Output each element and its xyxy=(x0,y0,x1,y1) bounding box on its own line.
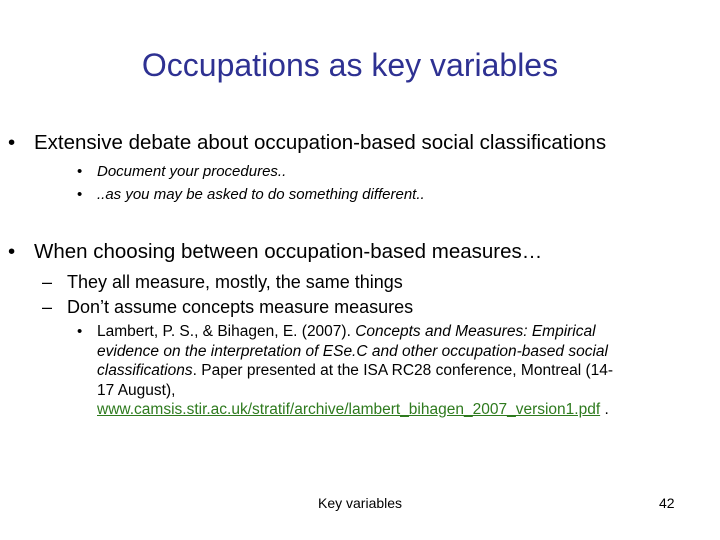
dash-item-concepts xyxy=(42,297,413,318)
sub-bullet-different xyxy=(77,186,425,203)
bullet-debate xyxy=(8,131,606,155)
ref-details-1: . Paper presented at the ISA RC28 conference, Montreal (14- xyxy=(192,362,614,379)
bullet-dot: • xyxy=(77,163,83,180)
bullet-choosing-text: When choosing between occupation-based measures… xyxy=(34,240,543,263)
sub-bullet-different-text: ..as you may be asked to do something different.. xyxy=(97,186,425,203)
sub-bullet-document-text: Document your procedures.. xyxy=(97,163,287,180)
ref-authors: Lambert, P. S., & Bihagen, E. (2007). xyxy=(97,323,356,340)
dash-mark: – xyxy=(42,272,53,292)
dash-item-same-things-text: They all measure, mostly, the same things xyxy=(67,272,403,292)
dash-item-concepts-text: Don’t assume concepts measure measures xyxy=(67,297,414,317)
sub-bullet-document xyxy=(77,163,286,180)
slide-title: Occupations as key variables xyxy=(141,47,559,83)
bullet-choosing xyxy=(8,240,542,264)
ref-title-1: Concepts and Measures: Empirical xyxy=(355,323,596,340)
dash-item-same-things xyxy=(42,272,403,293)
bullet-debate-text: Extensive debate about occupation-based social classifications xyxy=(34,131,607,154)
bullet-dot: • xyxy=(8,131,16,154)
ref-title-3: classifications xyxy=(97,362,193,379)
page-number: 42 xyxy=(659,495,675,511)
dash-mark: – xyxy=(42,297,53,317)
ref-title-2: evidence on the interpretation of ESe.C and other occupation-based social xyxy=(97,342,608,360)
ref-end: . xyxy=(600,401,609,418)
bullet-dot: • xyxy=(77,186,83,203)
bullet-dot: • xyxy=(8,240,16,263)
ref-details-2: 17 August), xyxy=(97,381,176,399)
bullet-dot: • xyxy=(77,323,83,340)
footer-label: Key variables xyxy=(318,495,403,511)
ref-url-link[interactable]: www.camsis.stir.ac.uk/stratif/archive/lambert_bihagen_2007_version1.pdf xyxy=(97,401,601,418)
reference-citation xyxy=(77,322,702,420)
